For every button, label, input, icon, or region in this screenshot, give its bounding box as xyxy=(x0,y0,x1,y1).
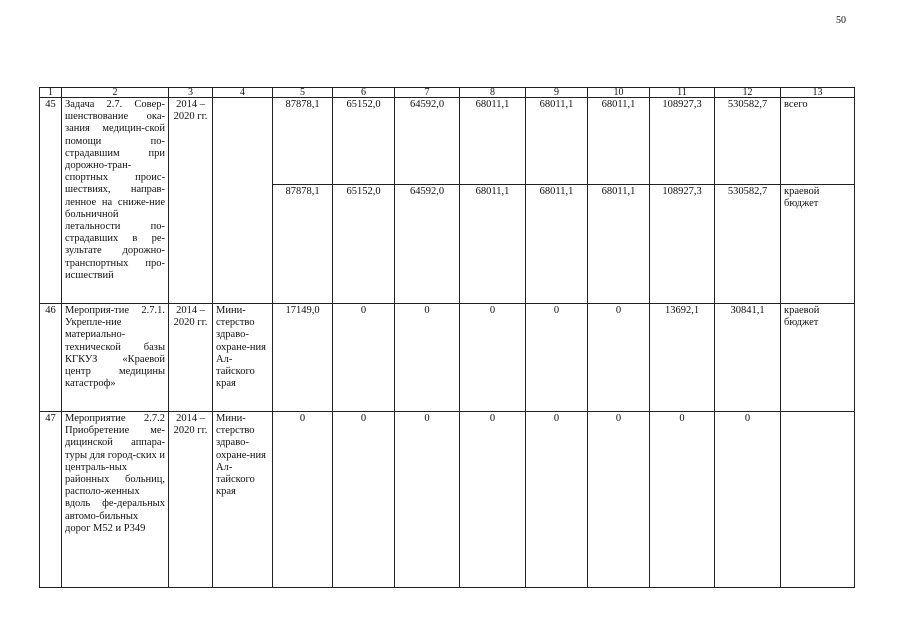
value-cell: 13692,1 xyxy=(650,304,715,412)
column-header: 5 xyxy=(273,88,333,98)
table-row xyxy=(40,412,855,588)
value-cell: 68011,1 xyxy=(588,185,650,304)
row-number: 46 xyxy=(40,304,62,412)
row-number: 47 xyxy=(40,412,62,588)
column-header: 8 xyxy=(460,88,526,98)
executor-cell: Мини-стерство здраво-охране-ния Ал-тайского края xyxy=(213,412,273,588)
column-header: 4 xyxy=(213,88,273,98)
value-cell: 0 xyxy=(588,412,650,588)
value-cell: 87878,1 xyxy=(273,185,333,304)
row-number: 45 xyxy=(40,98,62,304)
measure-name: Мероприя-тие 2.7.1. Укрепле-ние материально-технической базы КГКУЗ «Краевой центр медицины катастроф» xyxy=(62,304,169,412)
column-header: 9 xyxy=(526,88,588,98)
value-cell: 68011,1 xyxy=(526,185,588,304)
measure-name: Мероприятие 2.7.2 Приобретение ме-дицинской аппара-туры для город-ских и централь-ных районных больниц, располо-женных вдоль фе-деральных автомо-бильных дорог М52 и Р349 xyxy=(62,412,169,588)
funding-source-cell: всего xyxy=(781,98,855,185)
value-cell: 530582,7 xyxy=(715,98,781,185)
value-cell: 30841,1 xyxy=(715,304,781,412)
executor-cell: Мини-стерство здраво-охране-ния Ал-тайского края xyxy=(213,304,273,412)
value-cell: 0 xyxy=(460,304,526,412)
period-cell: 2014 – 2020 гг. xyxy=(169,304,213,412)
value-cell: 0 xyxy=(395,412,460,588)
funding-source-cell: краевой бюджет xyxy=(781,185,855,304)
value-cell: 0 xyxy=(526,412,588,588)
value-cell: 17149,0 xyxy=(273,304,333,412)
table-row xyxy=(40,98,855,185)
value-cell: 68011,1 xyxy=(588,98,650,185)
funding-source-cell: краевой бюджет xyxy=(781,304,855,412)
value-cell: 0 xyxy=(333,304,395,412)
column-header: 6 xyxy=(333,88,395,98)
column-header: 2 xyxy=(62,88,169,98)
period-cell: 2014 – 2020 гг. xyxy=(169,412,213,588)
value-cell: 68011,1 xyxy=(460,98,526,185)
value-cell: 108927,3 xyxy=(650,98,715,185)
value-cell: 64592,0 xyxy=(395,185,460,304)
header-row xyxy=(40,88,855,98)
measure-name: Задача 2.7. Совер-шенствование ока-зания медицин-ской помощи по-страдавшим при дорожно-тран-спортных проис-шествиях, направ-ленное на сниже-ние больничной летальности по-страдавших в ре-зультате дорожно-транспортных про-исшествий xyxy=(62,98,169,304)
column-header: 7 xyxy=(395,88,460,98)
budget-table xyxy=(39,87,855,588)
value-cell: 87878,1 xyxy=(273,98,333,185)
value-cell: 65152,0 xyxy=(333,98,395,185)
period-cell: 2014 – 2020 гг. xyxy=(169,98,213,304)
page-number: 50 xyxy=(836,15,846,26)
column-header: 13 xyxy=(781,88,855,98)
value-cell: 0 xyxy=(650,412,715,588)
funding-source-cell xyxy=(781,412,855,588)
column-header: 3 xyxy=(169,88,213,98)
value-cell: 0 xyxy=(273,412,333,588)
value-cell: 108927,3 xyxy=(650,185,715,304)
value-cell: 0 xyxy=(715,412,781,588)
value-cell: 530582,7 xyxy=(715,185,781,304)
value-cell: 0 xyxy=(395,304,460,412)
value-cell: 65152,0 xyxy=(333,185,395,304)
column-header: 12 xyxy=(715,88,781,98)
column-header: 10 xyxy=(588,88,650,98)
column-header: 1 xyxy=(40,88,62,98)
value-cell: 68011,1 xyxy=(460,185,526,304)
table-row xyxy=(40,304,855,412)
executor-cell xyxy=(213,98,273,304)
value-cell: 0 xyxy=(460,412,526,588)
value-cell: 0 xyxy=(526,304,588,412)
column-header: 11 xyxy=(650,88,715,98)
value-cell: 64592,0 xyxy=(395,98,460,185)
value-cell: 68011,1 xyxy=(526,98,588,185)
value-cell: 0 xyxy=(333,412,395,588)
value-cell: 0 xyxy=(588,304,650,412)
